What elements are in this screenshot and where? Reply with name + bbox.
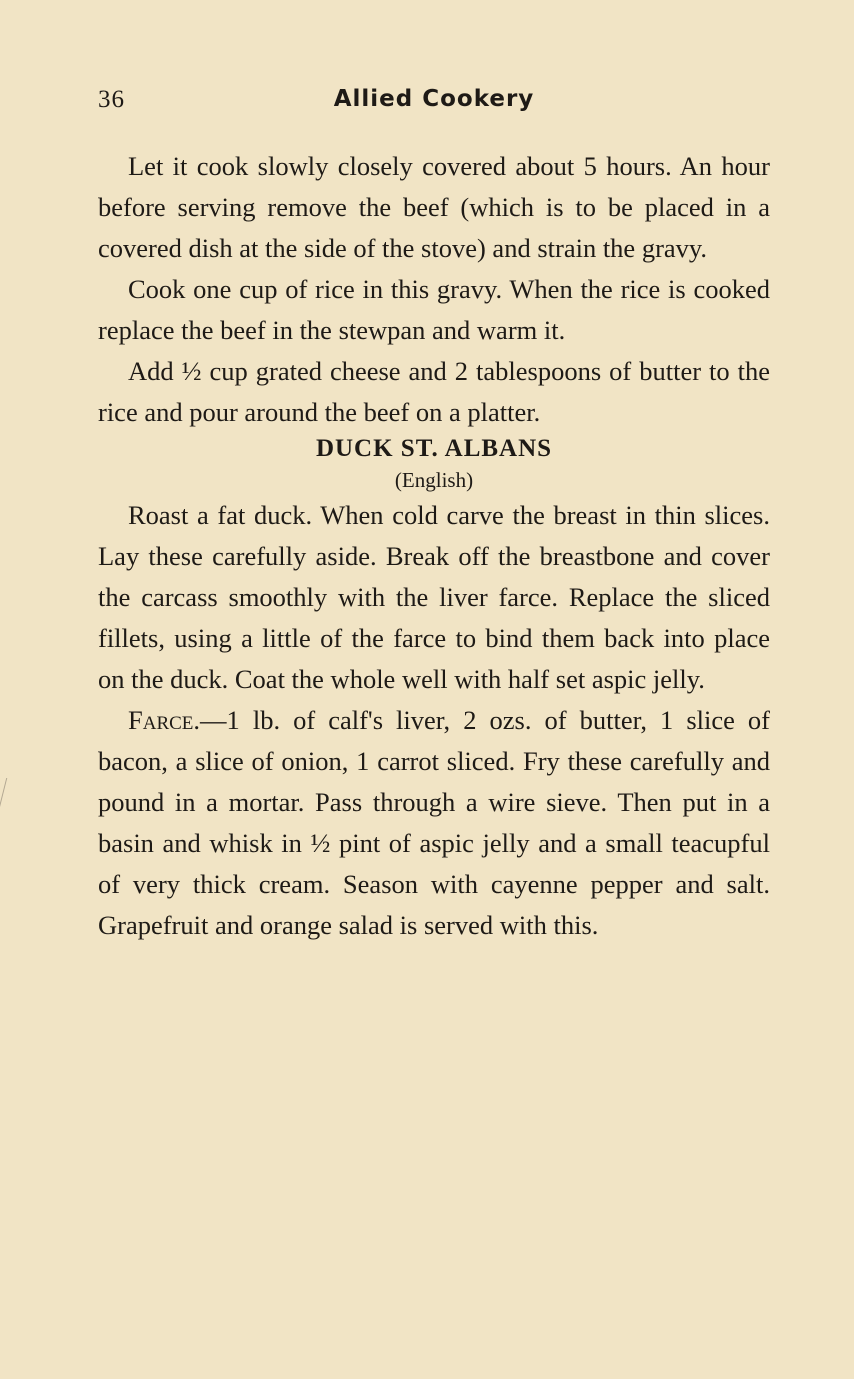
paragraph-cheese: Add ½ cup grated cheese and 2 tablespoons of butter to the rice and pour around the beef on a platter. bbox=[98, 356, 770, 427]
running-title: Allied Cookery bbox=[333, 86, 535, 112]
page-header bbox=[98, 86, 770, 126]
recipe-title: DUCK ST. ALBANS bbox=[315, 435, 553, 462]
farce-text: —1 lb. of calf's liver, 2 ozs. of butter, 1 slice of bacon, a slice of onion, 1 carrot sliced. Fry these carefully and pound in a mortar. Pass through a wire sieve. Then put in a basin and whisk in ½ pint of aspic jelly and a small teacupful of very thick cream. Season with cayenne pepper and salt. Grapefruit and orange salad is served with this. bbox=[98, 705, 770, 940]
paragraph-rice: Cook one cup of rice in this gravy. When the rice is cooked replace the beef in the stewpan and warm it. bbox=[98, 274, 770, 345]
recipe-origin: (English) bbox=[394, 468, 474, 492]
farce-label: Farce. bbox=[128, 705, 201, 735]
page-number: 36 bbox=[98, 86, 125, 113]
paragraph-duck-instructions: Roast a fat duck. When cold carve the breast in thin slices. Lay these carefully aside. Break off the breastbone and cover the carcass smoothly with the liver farce. Replace the sliced fillets, using a little of the farce to bind them back into place on the duck. Coat the whole well with half set aspic jelly. bbox=[98, 500, 770, 694]
margin-mark bbox=[0, 778, 15, 812]
paragraph-cooking-instructions: Let it cook slowly closely covered about 5 hours. An hour before serving remove the beef (which is to be placed in a covered dish at the side of the stove) and strain the gravy. bbox=[98, 151, 770, 263]
paragraph-farce bbox=[98, 700, 770, 946]
page-body bbox=[98, 146, 770, 946]
